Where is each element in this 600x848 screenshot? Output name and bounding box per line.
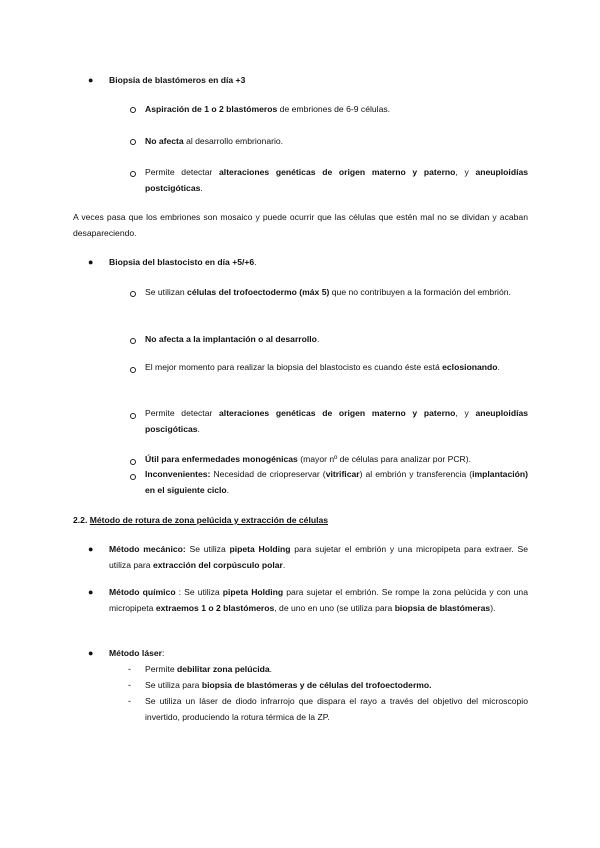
bold-text: Aspiración de 1 o 2 blastómeros [145, 104, 278, 114]
text: : [162, 648, 165, 658]
bold-text: aneuploidías postcigóticas [145, 167, 529, 193]
text: El mejor momento para realizar la biopsia del blastocisto es cuando éste está [145, 362, 443, 372]
bold-text: pipeta Holding [229, 544, 291, 554]
circle-bullet [130, 413, 136, 419]
bold-text: debilitar zona pelúcida [177, 664, 270, 674]
text: para sujetar el embrión y una micropipeta para extraer. Se utiliza para [109, 544, 528, 570]
bold-text: células del trofoectodermo (máx 5) [187, 287, 330, 297]
sec2-item-1 [145, 284, 528, 300]
circle-bullet [130, 367, 136, 373]
sec1-item-2 [145, 133, 528, 149]
bold-text: Inconvenientes: [145, 469, 211, 479]
text: Necesidad de criopreservar ( [210, 469, 326, 479]
bullet-dot: ● [88, 648, 94, 658]
text: ) al embrión y transferencia ( [359, 469, 473, 479]
bold-text: Método mecánico: [109, 544, 186, 554]
text: de embriones de 6-9 células. [277, 104, 391, 114]
bold-text: pipeta Holding [222, 587, 284, 597]
text: Se utiliza [185, 544, 230, 554]
text: Permite [145, 664, 177, 674]
sec1-title-text: Biopsia de blastómeros en día +3 [109, 75, 246, 85]
bold-text: Método láser [109, 648, 163, 658]
text: Se utiliza para [145, 680, 202, 690]
method-chemical [109, 584, 528, 616]
section-heading [73, 512, 528, 528]
circle-bullet [130, 139, 136, 145]
bullet-dot: ● [88, 587, 94, 597]
text: . [282, 560, 286, 570]
text: Se utilizan [145, 287, 188, 297]
circle-bullet [130, 459, 136, 465]
mosaic-note: A veces pasa que los embriones son mosaico y puede ocurrir que las células que estén mal no se dividan y acaban desapareciendo. [73, 212, 528, 238]
text: que no contribuyen a la formación del embrión. [329, 287, 511, 297]
method-mechanical [109, 541, 528, 573]
text: , y [455, 167, 476, 177]
text: , de uno en uno (se utiliza para [274, 603, 395, 613]
text: . [200, 183, 203, 193]
bold-text: alteraciones genéticas de origen materno y paterno [219, 408, 456, 418]
sec2-item-3 [145, 359, 528, 375]
circle-bullet [130, 338, 136, 344]
dash-bullet: - [128, 696, 131, 706]
text: al desarrollo embrionario. [183, 136, 284, 146]
bold-text: alteraciones genéticas de origen materno y paterno [219, 167, 456, 177]
bold-text: No afecta a la implantación o al desarrollo [145, 334, 317, 344]
laser-item-3: Se utiliza un láser de diodo infrarrojo que dispara el rayo a través del objetivo del microscopio invertido, produciendo la rotura térmica de la ZP. [145, 696, 528, 722]
sec2-item-2 [145, 331, 528, 347]
sec1-item-1 [145, 101, 528, 117]
bold-text: extraemos 1 o 2 blastómeros [155, 603, 275, 613]
bold-text: Útil para enfermedades monogénicas [145, 454, 298, 464]
bullet-dot: ● [88, 544, 94, 554]
heading-number: 2.2. [73, 515, 88, 525]
text: . [269, 664, 273, 674]
sec2-title-text: Biopsia del blastocisto en día +5/+6 [109, 257, 255, 267]
bullet-dot: ● [88, 257, 94, 267]
bold-text: vitrificar [325, 469, 360, 479]
bold-text: extracción del corpúsculo polar [152, 560, 283, 570]
circle-bullet [130, 291, 136, 297]
heading-title: Método de rotura de zona pelúcida y extracción de células [89, 515, 329, 525]
circle-bullet [130, 171, 136, 177]
text: . [254, 257, 257, 267]
text: Permite detectar [145, 167, 220, 177]
text: Permite detectar [145, 408, 220, 418]
text: para sujetar el embrión. Se rompe la zona pelúcida y con una micropipeta [109, 587, 528, 613]
sec2-item-4 [145, 405, 528, 437]
bold-text: biopsia de blastómeras [394, 603, 491, 613]
sec1-item-3 [145, 164, 528, 196]
sec1-title [109, 72, 529, 88]
text: , y [455, 408, 476, 418]
dash-bullet: - [128, 664, 131, 674]
sec2-title [109, 254, 529, 270]
dash-bullet: - [128, 680, 131, 690]
bold-text: Método químico [109, 587, 176, 597]
circle-bullet [130, 107, 136, 113]
bold-text: biopsia de blastómeras y de células del trofoectodermo. [201, 680, 432, 690]
laser-item-2 [145, 677, 528, 693]
text: (mayor nº de células para analizar por PCR). [297, 454, 472, 464]
text: . [197, 424, 200, 434]
sec2-item-6 [145, 466, 528, 498]
bold-text: No afecta [145, 136, 184, 146]
text: : Se utiliza [175, 587, 223, 597]
method-laser [109, 645, 528, 661]
laser-item-1 [145, 661, 528, 677]
text: ). [490, 603, 496, 613]
bold-text: aneuploidías poscigóticas [145, 408, 529, 434]
bullet-dot: ● [88, 75, 94, 85]
sec2-item-5 [145, 451, 528, 467]
text: . [497, 362, 500, 372]
text: . [316, 334, 320, 344]
bold-text: implantación) en el siguiente ciclo [145, 469, 528, 495]
circle-bullet [130, 474, 136, 480]
text: . [226, 485, 230, 495]
bold-text: eclosionando [442, 362, 498, 372]
